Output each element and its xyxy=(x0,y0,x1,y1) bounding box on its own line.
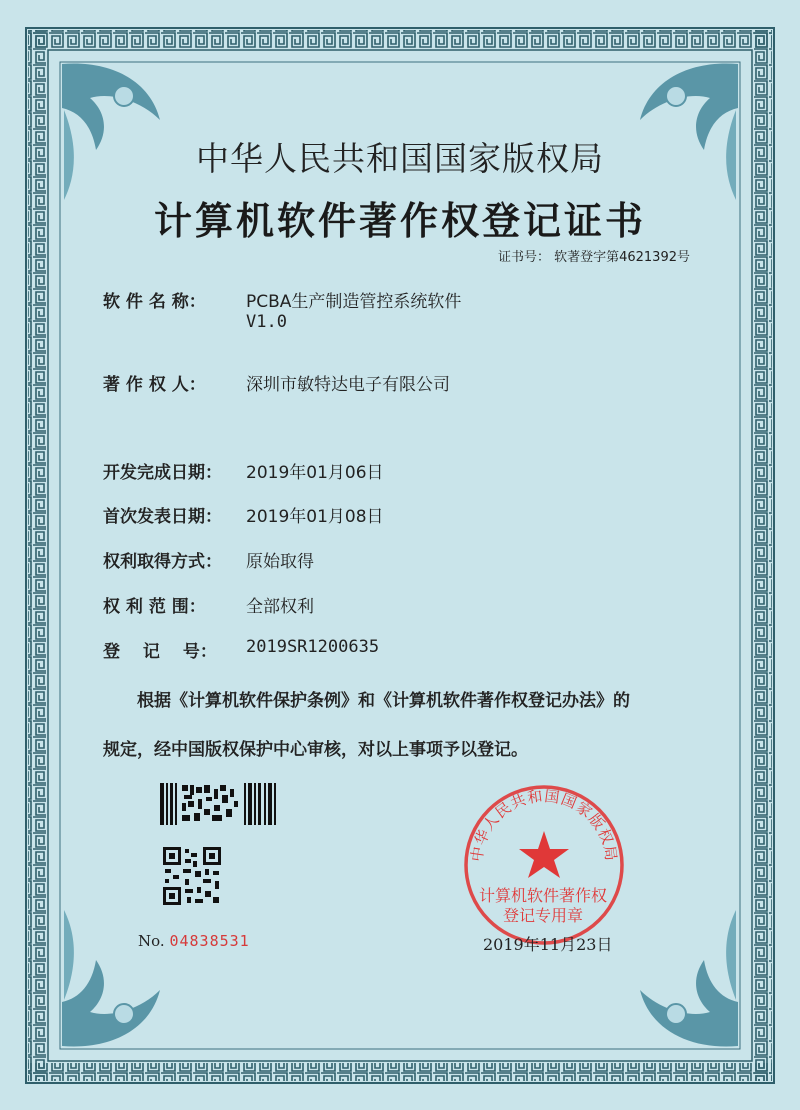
rights-scope-label: 权 利 范 围： xyxy=(103,597,206,617)
certificate-number-value: 软著登字第4621392号 xyxy=(554,250,690,265)
acquire-method-label: 权利取得方式： xyxy=(103,552,222,572)
certificate-number xyxy=(498,246,690,265)
seal-star-icon xyxy=(519,831,569,878)
owner-label: 著 作 权 人： xyxy=(103,375,206,395)
dev-date-value: 2019年01月06日 xyxy=(246,463,384,483)
statement-line-2: 规定，经中国版权保护中心审核，对以上事项予以登记。 xyxy=(103,740,528,760)
certificate-title: 计算机软件著作权登记证书 xyxy=(153,198,646,243)
ornament-bottom-left xyxy=(62,910,160,1047)
software-name-value: PCBA生产制造管控系统软件 xyxy=(246,292,462,312)
serial-number-value: 04838531 xyxy=(169,932,250,950)
issue-date: 2019年11月23日 xyxy=(483,935,613,954)
qr-code-image xyxy=(163,847,221,905)
software-version-value: V1.0 xyxy=(246,312,287,332)
serial-number xyxy=(138,932,250,950)
seal-line-1: 计算机软件著作权 xyxy=(478,886,607,905)
ornament-bottom-right xyxy=(640,910,738,1047)
registration-number-value: 2019SR1200635 xyxy=(246,637,380,657)
dev-date-label: 开发完成日期： xyxy=(103,463,222,483)
serial-number-label: No. xyxy=(138,932,165,950)
certificate-number-label: 证书号： xyxy=(497,250,550,265)
barcode-image xyxy=(160,783,280,825)
pub-date-value: 2019年01月08日 xyxy=(246,507,384,527)
software-name-label: 软 件 名 称： xyxy=(103,292,206,312)
owner-value: 深圳市敏特达电子有限公司 xyxy=(246,375,450,395)
seal-ring-text: 中华人民共和国国家版权局 xyxy=(467,786,621,863)
rights-scope-value: 全部权利 xyxy=(246,597,314,617)
pub-date-label: 首次发表日期： xyxy=(103,507,222,527)
acquire-method-value: 原始取得 xyxy=(246,552,314,572)
registration-number-label: 登 记 号： xyxy=(103,642,217,662)
issuing-authority: 中华人民共和国国家版权局 xyxy=(196,139,604,178)
statement-line-1: 根据《计算机软件保护条例》和《计算机软件著作权登记办法》的 xyxy=(137,691,630,711)
seal-line-2: 登记专用章 xyxy=(502,906,583,925)
